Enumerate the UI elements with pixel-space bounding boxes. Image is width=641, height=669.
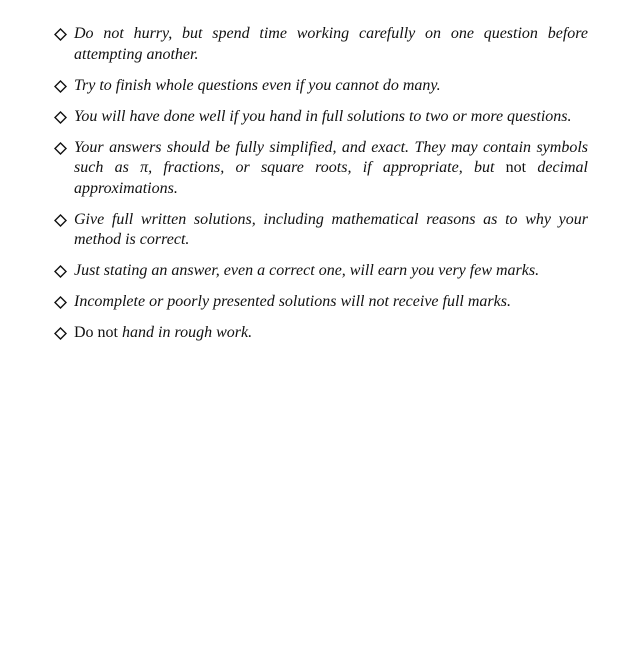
instruction-item <box>54 24 588 65</box>
instruction-item <box>54 261 588 282</box>
diamond-bullet-icon <box>54 265 67 278</box>
instruction-text: You will have done well if you hand in full solutions to two or more questions. <box>74 107 572 125</box>
instruction-text-part: , fractions, or square roots, if appropriate, but <box>148 159 506 176</box>
instruction-text-part: Your answers should be fully simplified, and exact. They may contain symbols such as <box>74 138 588 176</box>
instruction-text: Give full written solutions, including mathematical reasons as to why your method is correct. <box>74 210 588 248</box>
diamond-bullet-icon <box>54 214 67 227</box>
instruction-item <box>54 138 588 200</box>
diamond-bullet-icon <box>54 142 67 155</box>
instruction-text: Try to finish whole questions even if you cannot do many. <box>74 76 441 94</box>
emphasis-do-not: Do not <box>74 324 118 341</box>
diamond-bullet-icon <box>54 80 67 93</box>
instruction-item <box>54 210 588 251</box>
instruction-text: Do not hurry, but spend time working carefully on one question before attempting another. <box>74 25 588 63</box>
diamond-bullet-icon <box>54 296 67 309</box>
diamond-bullet-icon <box>54 327 67 340</box>
instruction-text: Incomplete or poorly presented solutions will not receive full marks. <box>74 293 511 310</box>
instruction-item <box>54 107 588 128</box>
instruction-text: hand in rough work. <box>118 324 253 341</box>
instruction-item <box>54 323 588 344</box>
instruction-item <box>54 292 588 313</box>
diamond-bullet-icon <box>54 111 67 124</box>
instruction-text-part: decimal approximations. <box>74 159 588 197</box>
emphasis-not: not <box>505 159 527 176</box>
pi-symbol: π <box>140 159 149 176</box>
instruction-item <box>54 76 588 97</box>
instruction-text: Just stating an answer, even a correct one, will earn you very few marks. <box>74 262 540 279</box>
instructions-list <box>54 24 588 354</box>
diamond-bullet-icon <box>54 28 67 41</box>
